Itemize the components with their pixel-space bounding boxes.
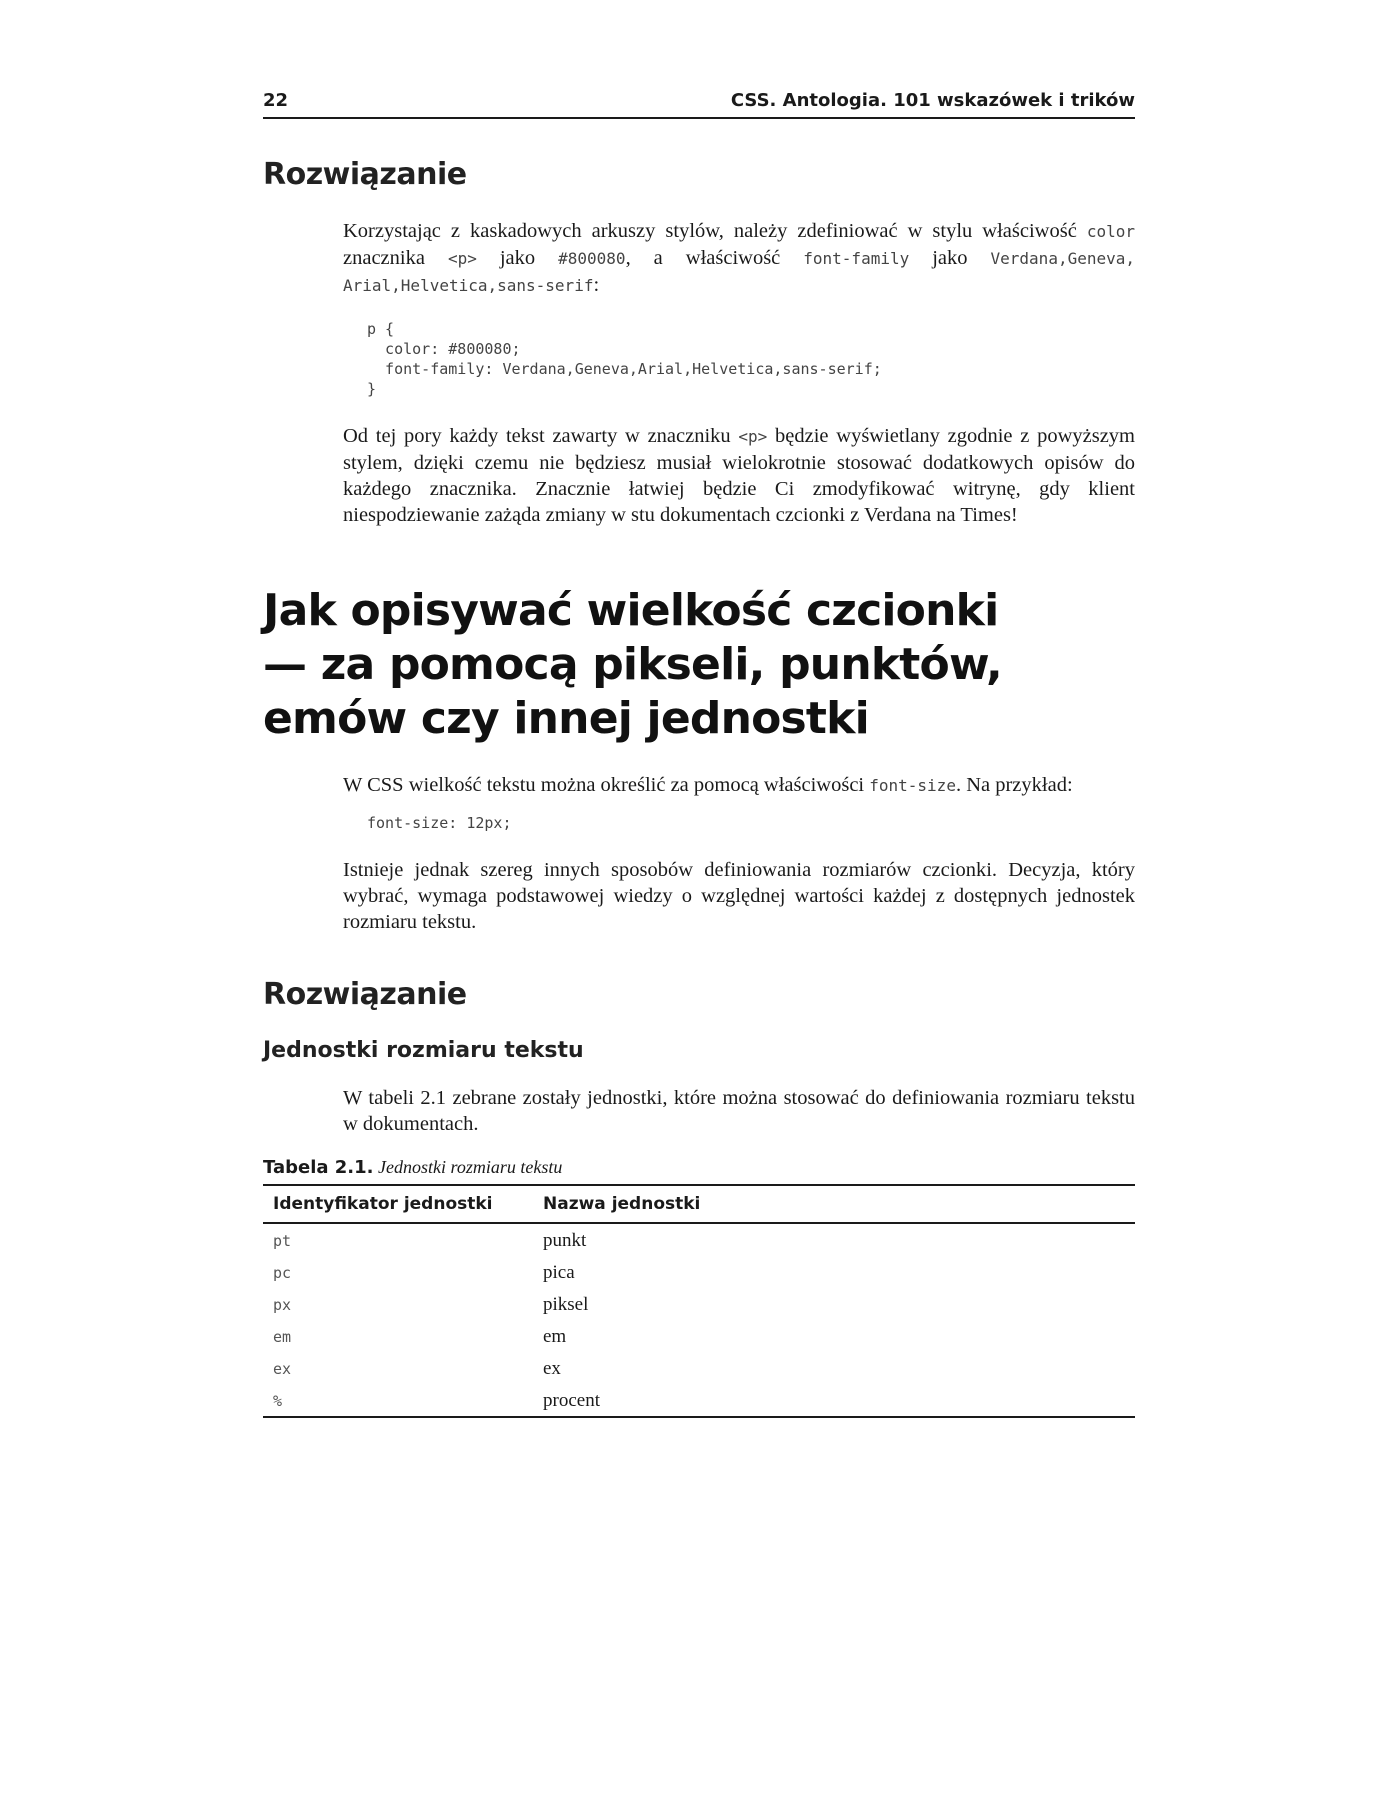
chapter-heading-line: — za pomocą pikseli, punktów, bbox=[263, 639, 1002, 690]
table-caption bbox=[263, 1157, 1135, 1178]
code-block: font-size: 12px; bbox=[367, 814, 512, 832]
running-header bbox=[263, 90, 1135, 119]
code-block: p { color: #800080; font-family: Verdana,Geneva,Arial,Helvetica,sans-serif; } bbox=[367, 320, 882, 398]
unit-name: procent bbox=[543, 1389, 600, 1411]
inline-code: Verdana,Geneva, Arial,Helvetica,sans-serif bbox=[343, 249, 1136, 295]
unit-identifier: pc bbox=[273, 1263, 292, 1282]
column-header: Identyfikator jednostki bbox=[263, 1185, 533, 1223]
book-title: CSS. Antologia. 101 wskazówek i trików bbox=[730, 90, 1135, 111]
unit-name: ex bbox=[543, 1357, 561, 1379]
unit-identifier: em bbox=[273, 1327, 292, 1346]
unit-identifier: pt bbox=[273, 1231, 292, 1250]
table-body bbox=[263, 1223, 1135, 1417]
table-caption-title: Jednostki rozmiaru tekstu bbox=[378, 1157, 563, 1177]
paragraph bbox=[343, 218, 1135, 299]
inline-code: #800080 bbox=[558, 249, 626, 268]
text-run: Istnieje jednak szereg innych sposobów definiowania rozmiarów czcionki. Decyzja, który wybrać, wymaga podstawowej wiedzy o względnej wartości każdej z dostępnych jednostek rozmiaru tekstu. bbox=[343, 859, 1135, 933]
table-row bbox=[263, 1288, 1135, 1320]
subsection-heading: Jednostki rozmiaru tekstu bbox=[263, 1038, 584, 1063]
text-run: W tabeli 2.1 zebrane zostały jednostki, które można stosować do definiowania rozmiaru tekstu w dokumentach. bbox=[343, 1087, 1135, 1135]
unit-name: piksel bbox=[543, 1293, 589, 1315]
unit-name: punkt bbox=[543, 1229, 587, 1251]
inline-code: font-family bbox=[803, 249, 910, 268]
paragraph bbox=[343, 1085, 1135, 1137]
table-row bbox=[263, 1320, 1135, 1352]
text-run: Korzystając z kaskadowych arkuszy stylów, należy zdefiniować w stylu właściwość bbox=[343, 220, 1087, 242]
text-run: znacznika bbox=[343, 247, 448, 269]
text-run: . Na przykład: bbox=[955, 774, 1073, 796]
column-header: Nazwa jednostki bbox=[533, 1185, 1135, 1223]
paragraph bbox=[343, 857, 1135, 935]
unit-identifier: ex bbox=[273, 1359, 292, 1378]
table-row bbox=[263, 1352, 1135, 1384]
text-run: jako bbox=[476, 247, 559, 269]
page-number: 22 bbox=[263, 90, 289, 111]
table-row bbox=[263, 1384, 1135, 1417]
unit-name: pica bbox=[543, 1261, 575, 1283]
paragraph bbox=[343, 423, 1135, 528]
table-row bbox=[263, 1256, 1135, 1288]
text-run: Od tej pory każdy tekst zawarty w znaczniku bbox=[343, 425, 739, 447]
table-caption-label: Tabela 2.1. bbox=[263, 1157, 374, 1178]
inline-code: color bbox=[1086, 222, 1135, 241]
chapter-heading-line: emów czy innej jednostki bbox=[263, 693, 869, 744]
unit-identifier: % bbox=[273, 1391, 283, 1410]
inline-code: <p> bbox=[447, 249, 477, 268]
section-body bbox=[343, 218, 1135, 299]
text-run: : bbox=[593, 274, 600, 296]
unit-name: em bbox=[543, 1325, 567, 1347]
inline-code: font-size bbox=[869, 776, 956, 795]
table-header-row bbox=[263, 1185, 1135, 1223]
text-run: będzie wyświetlany zgodnie z powyższym stylem, dzięki czemu nie będziesz musiał wielokrotnie stosować dodatkowych opisów do każdego znacznika. Znacznie łatwiej będzie Ci zmodyfikować witrynę, gdy klient niespodziewanie zażąda zmiany w stu dokumentach czcionki z Verdana na Times! bbox=[343, 425, 1135, 526]
section-heading-solution: Rozwiązanie bbox=[263, 157, 467, 192]
table-row bbox=[263, 1223, 1135, 1256]
chapter-heading bbox=[263, 584, 1135, 746]
paragraph bbox=[343, 772, 1135, 799]
unit-identifier: px bbox=[273, 1295, 292, 1314]
text-run: W CSS wielkość tekstu można określić za pomocą właściwości bbox=[343, 774, 870, 796]
section-heading-solution: Rozwiązanie bbox=[263, 977, 467, 1012]
text-run: jako bbox=[909, 247, 991, 269]
text-run: , a właściwość bbox=[625, 247, 804, 269]
inline-code: <p> bbox=[738, 427, 768, 446]
chapter-heading-line: Jak opisywać wielkość czcionki bbox=[263, 585, 999, 636]
units-table bbox=[263, 1184, 1135, 1418]
book-page bbox=[263, 90, 1135, 1418]
